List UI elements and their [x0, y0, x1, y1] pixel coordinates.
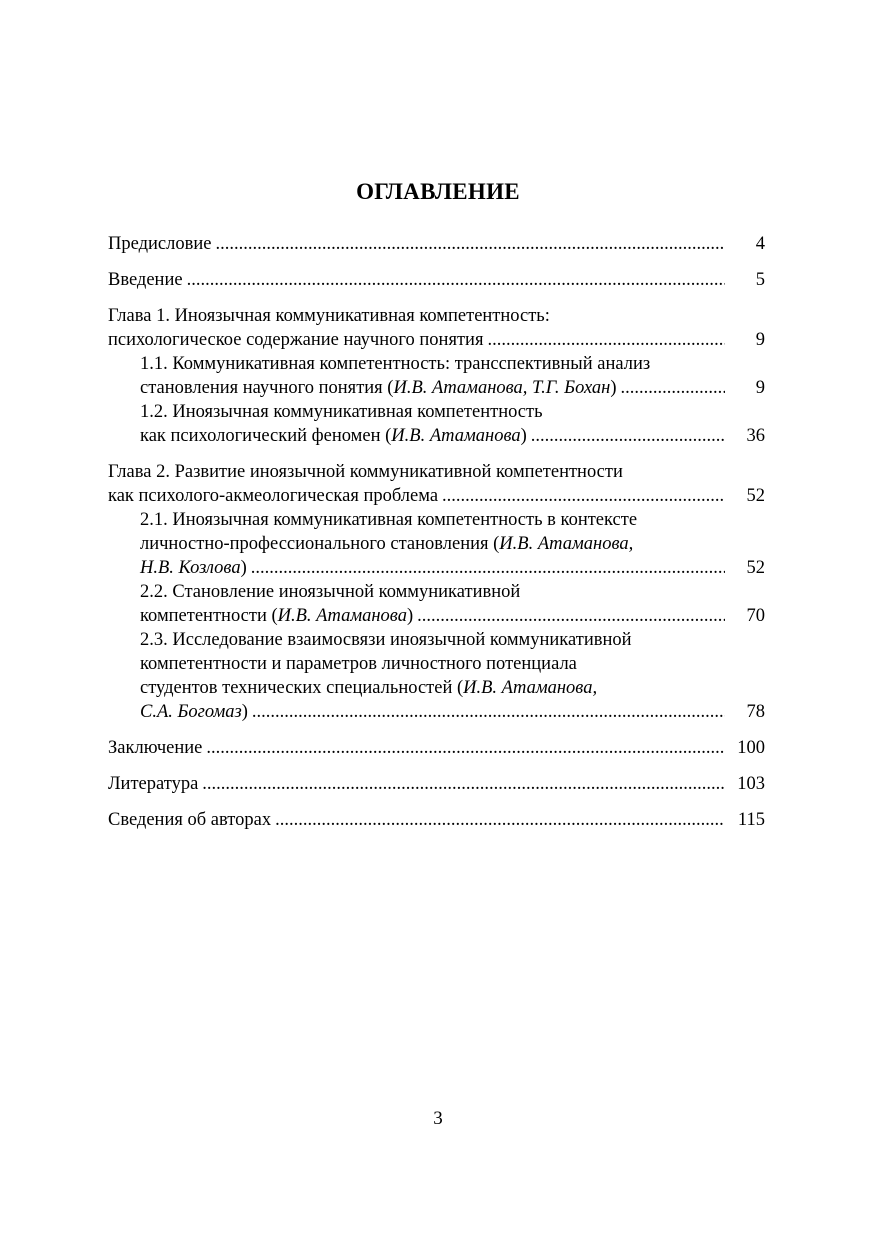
toc-entry-text: 2.2. Становление иноязычной коммуникативной — [140, 582, 521, 602]
toc-entry-section-1-2[interactable] — [108, 400, 765, 448]
toc-entry-conclusion[interactable] — [108, 736, 765, 760]
toc-entry-text: компетентности (И.В. Атаманова) — [140, 606, 414, 626]
toc-entry-text: студентов технических специальностей (И.В. Атаманова, — [140, 678, 598, 698]
toc-entry-text: 2.3. Исследование взаимосвязи иноязычной коммуникативной — [140, 630, 632, 650]
dot-leader — [251, 556, 725, 580]
toc-entry-section-2-3[interactable] — [108, 628, 765, 724]
toc-entry-authors-info[interactable] — [108, 808, 765, 832]
author-names: И.В. Атаманова — [277, 606, 407, 626]
toc-page-number: 78 — [746, 702, 765, 722]
author-names: И.В. Атаманова, — [499, 534, 634, 554]
toc-entry-text: компетентности и параметров личностного потенциала — [140, 654, 577, 674]
toc-page-number: 115 — [737, 810, 765, 830]
toc-entry-text: психологическое содержание научного понятия — [108, 330, 484, 350]
author-names: И.В. Атаманова — [391, 426, 521, 446]
toc-entry-text: как психологический феномен (И.В. Атаманова) — [140, 426, 527, 446]
toc-entry-text: Литература — [108, 774, 199, 794]
toc-page-number: 52 — [746, 558, 765, 578]
page-title: ОГЛАВЛЕНИЕ — [356, 179, 520, 204]
toc-entry-text: 1.1. Коммуникативная компетентность: трансспективный анализ — [140, 354, 651, 374]
dot-leader — [206, 736, 725, 760]
toc-entry-chapter-2[interactable] — [108, 460, 765, 508]
toc-entry-text: 1.2. Иноязычная коммуникативная компетентность — [140, 402, 543, 422]
dot-leader — [275, 808, 725, 832]
toc-page-number: 5 — [755, 270, 765, 290]
author-names: С.А. Богомаз — [140, 702, 242, 722]
toc-entry-text: 2.1. Иноязычная коммуникативная компетентность в контексте — [140, 510, 638, 530]
toc-entry-section-1-1[interactable] — [108, 352, 765, 400]
toc-page-number: 100 — [737, 738, 765, 758]
page-number: 3 — [433, 1108, 443, 1129]
toc-entry-text: как психолого-акмеологическая проблема — [108, 486, 439, 506]
toc-entry-preface[interactable] — [108, 232, 765, 256]
toc-page-number: 52 — [746, 486, 765, 506]
dot-leader — [252, 700, 725, 724]
dot-leader — [187, 268, 725, 292]
toc-entry-text: Предисловие — [108, 234, 212, 254]
dot-leader — [202, 772, 725, 796]
toc-entry-text: Введение — [108, 270, 183, 290]
toc-entry-text: Н.В. Козлова) — [140, 558, 247, 578]
dot-leader — [215, 232, 725, 256]
toc-page-number: 70 — [746, 606, 765, 626]
toc-page-number: 4 — [755, 234, 765, 254]
dot-leader — [531, 424, 725, 448]
author-names: И.В. Атаманова, Т.Г. Бохан — [393, 378, 611, 398]
dot-leader — [621, 376, 725, 400]
toc-entry-intro[interactable] — [108, 268, 765, 292]
toc-entry-text: Глава 2. Развитие иноязычной коммуникативной компетентности — [108, 462, 623, 482]
dot-leader — [487, 328, 725, 352]
toc-entry-section-2-2[interactable] — [108, 580, 765, 628]
toc-entry-text: личностно-профессионального становления (И.В. Атаманова, — [140, 534, 634, 554]
toc-page-number: 103 — [737, 774, 765, 794]
dot-leader — [417, 604, 725, 628]
toc-page-number: 9 — [755, 378, 765, 398]
author-names: Н.В. Козлова — [140, 558, 241, 578]
dot-leader — [442, 484, 725, 508]
toc-entry-text: Заключение — [108, 738, 203, 758]
toc-entry-literature[interactable] — [108, 772, 765, 796]
toc-page-number: 36 — [746, 426, 765, 446]
toc-entry-text: становления научного понятия (И.В. Атаманова, Т.Г. Бохан) — [140, 378, 617, 398]
toc-entry-text: Сведения об авторах — [108, 810, 272, 830]
author-names: И.В. Атаманова, — [463, 678, 598, 698]
toc-entry-chapter-1[interactable] — [108, 304, 765, 352]
toc-page-number: 9 — [755, 330, 765, 350]
toc-entry-section-2-1[interactable] — [108, 508, 765, 580]
toc-entry-text: С.А. Богомаз) — [140, 702, 248, 722]
table-of-contents — [108, 232, 765, 832]
toc-entry-text: Глава 1. Иноязычная коммуникативная компетентность: — [108, 306, 550, 326]
